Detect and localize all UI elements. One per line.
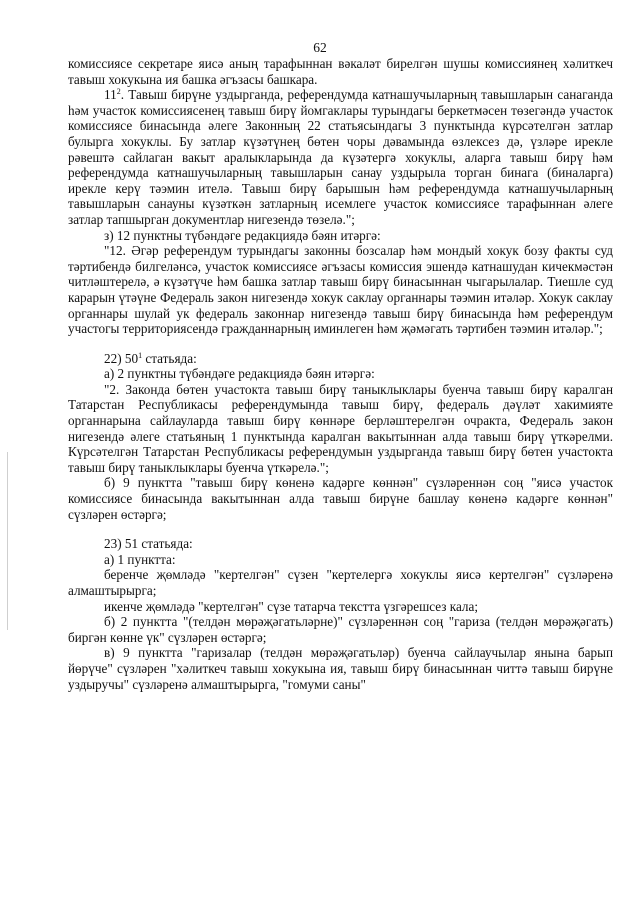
superscript: 1: [138, 350, 143, 360]
paragraph-text: б) 2 пунктта "(телдән мөрәҗәгатьләрне)" сүзләреннән соң "гариза (телдән мөрәҗәгать) биргән көнне үк" сүзләрен өстәргә;: [68, 614, 613, 645]
paragraph-text: 22) 50: [104, 350, 139, 366]
paragraph-text: а) 1 пунктта:: [104, 551, 176, 567]
paragraph-text: "2. Законда бөтен участокта тавыш бирү таныклыклары буенча тавыш бирү каралган Татарстан Республикасы референдумында тавыш бирү, федераль дәүләт хакимияте органнарына сайлауларда тавыш бирү көннәре берләштерелгән очракта, Федераль закон нигезендә әлеге статьяның 1 пунктында каралган вакытыннан алда тавыш бирү үткәрелми. Күрсәтелгән Татарстан Республикасы референдумын уздырганда тавыш бирү бөтен участокта тавыш бирү таныклыклары буенча үткәрелә.";: [68, 381, 613, 475]
paragraph-text: беренче җөмләдә "кертелгән" сүзен "кертелергә хокуклы яисә кертелгән" сүзләренә алмаштырырга;: [68, 567, 613, 598]
paragraph-text: "12. Әгәр референдум турындагы законны бозсалар һәм мондый хокук бозу факты суд тәртибендә билгеләнсә, участок комиссиясе әгъзасы комиссия эшендә катнашудан кичекмәстән читләштерелә, ә күзәтүче һәм башка затлар тавыш бирү бинасыннан чыгарылалар. Тиешле суд карарын үтәүне Федераль закон нигезендә хокук саклау органнары тәэмин итәләр. Хокук саклау органнары шулай ук федераль законнар нигезендә тавыш бирү бинасында һәм референдум участогы территориясендә гражданнарның иминлеген һәм җәмәгать тәртибен тәэмин итәләр.";: [68, 243, 613, 337]
paragraph-text: а) 2 пунктны түбәндәге редакциядә бәян итәргә:: [104, 366, 375, 382]
paragraph-gap: [68, 337, 613, 351]
paragraph: [68, 645, 613, 692]
paragraph-text: з) 12 пунктны түбәндәге редакциядә бәян итәргә:: [104, 227, 381, 243]
paragraph-text: статьяда:: [142, 350, 197, 366]
paragraph-text: икенче җөмләдә "кертелгән" сүзе татарча текстта үзгәрешсез кала;: [104, 598, 479, 614]
paragraph-gap: [68, 522, 613, 536]
paragraph: [68, 87, 613, 227]
scan-margin-mark: [7, 452, 8, 630]
paragraph-text: б) 9 пунктта "тавыш бирү көненә кадәрге көннән" сүзләреннән соң "яисә участок комиссиясе бинасында вакытыннан алда тавыш бирүне башлау көненә кадәрге көннән" сүзләрен өстәргә;: [68, 475, 613, 522]
superscript: 2: [116, 87, 121, 97]
paragraph: [68, 228, 613, 244]
paragraph: [68, 567, 613, 598]
paragraph: [68, 536, 613, 552]
page-number: 62: [313, 40, 327, 55]
paragraph-text: . Тавыш бирүне уздырганда, референдумда катнашучыларның тавышларын санаганда һәм участок комиссиясенең тавыш бирү йомгаклары турындагы беркетмәсен төзегәндә участок комиссиясе бинасында әлеге Законның 22 статьясындагы 3 пунктында күрсәтелгән затлар булырга хокуклы. Бу затлар күзәтүнең бөтен чоры дәвамында өзлексез дә, үзләре ирекле рәвештә сайлаган вакыт аралыкларында да күзәтергә хокуклы, аларга тавыш бирү һәм референдумда катнашучыларның тавышларын санау уздырыла торган бинага (биналарга) ирекле керү тәэмин ителә. Тавыш бирү барышын һәм референдумда катнашучыларның тавышларын санауны күзәткән затларның исемлеге участок комиссиясе тарафыннан әлеге затлар тапшырган документлар нигезендә төзелә.";: [68, 87, 613, 227]
paragraph: [68, 552, 613, 568]
document-body: [68, 56, 613, 692]
paragraph: [68, 351, 613, 367]
paragraph: [68, 614, 613, 645]
paragraph-text: 23) 51 статьяда:: [104, 536, 193, 552]
paragraph-text: 11: [104, 87, 117, 103]
paragraph: [68, 56, 613, 87]
paragraph: [68, 366, 613, 382]
paragraph: [68, 243, 613, 337]
paragraph: [68, 475, 613, 522]
paragraph: [68, 599, 613, 615]
paragraph: [68, 382, 613, 476]
paragraph-text: в) 9 пунктта "гаризалар (телдән мөрәҗәгатьләр) буенча сайлаучылар янына барып йөрүче" сүзләрен "хәлиткеч тавыш хокукына ия, тавыш бирү бинасыннан читтә тавыш бирүне уздыручы" сүзләренә алмаштырырга, "гомуми саны": [68, 645, 613, 692]
paragraph-text: комиссиясе секретаре яисә аның тарафыннан вәкаләт бирелгән шушы комиссиянең хәлиткеч тавыш хокукына ия башка әгъзасы башкара.: [68, 56, 613, 87]
